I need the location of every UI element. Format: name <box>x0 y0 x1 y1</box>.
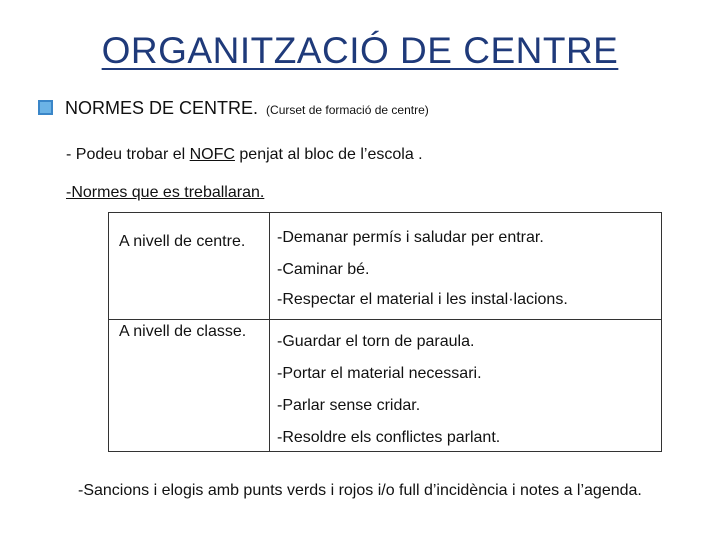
page-title: ORGANITZACIÓ DE CENTRE <box>101 30 619 71</box>
row-label-centre: A nivell de centre. <box>119 233 246 250</box>
table-item: -Demanar permís i saludar per entrar. <box>277 229 544 246</box>
table-item: -Caminar bé. <box>277 261 370 278</box>
norms-table <box>108 212 662 452</box>
table-column-divider <box>269 213 270 451</box>
nofc-suffix: penjat al bloc de l’escola . <box>234 146 423 163</box>
table-item: -Portar el material necessari. <box>277 365 482 382</box>
footer-note: -Sancions i elogis amb punts verds i rojos i/o full d’incidència i notes a l’agenda. <box>78 482 642 499</box>
square-bullet-icon <box>38 100 53 115</box>
table-item: -Parlar sense cridar. <box>277 397 421 414</box>
table-item: -Resoldre els conflictes parlant. <box>277 429 501 446</box>
nofc-line <box>66 146 423 164</box>
nofc-prefix: - Podeu trobar el <box>66 146 190 163</box>
nofc-link[interactable]: NOFC <box>189 146 235 163</box>
table-item: -Respectar el material i les instal·lacions. <box>277 291 568 308</box>
section-subheading: (Curset de formació de centre) <box>266 103 429 117</box>
section-heading: NORMES DE CENTRE. <box>65 98 259 118</box>
table-row-divider <box>109 319 661 320</box>
table-item: -Guardar el torn de paraula. <box>277 333 475 350</box>
section-heading-row <box>38 98 429 119</box>
normes-intro: -Normes que es treballaran. <box>66 184 265 201</box>
row-label-classe: A nivell de classe. <box>119 323 247 340</box>
